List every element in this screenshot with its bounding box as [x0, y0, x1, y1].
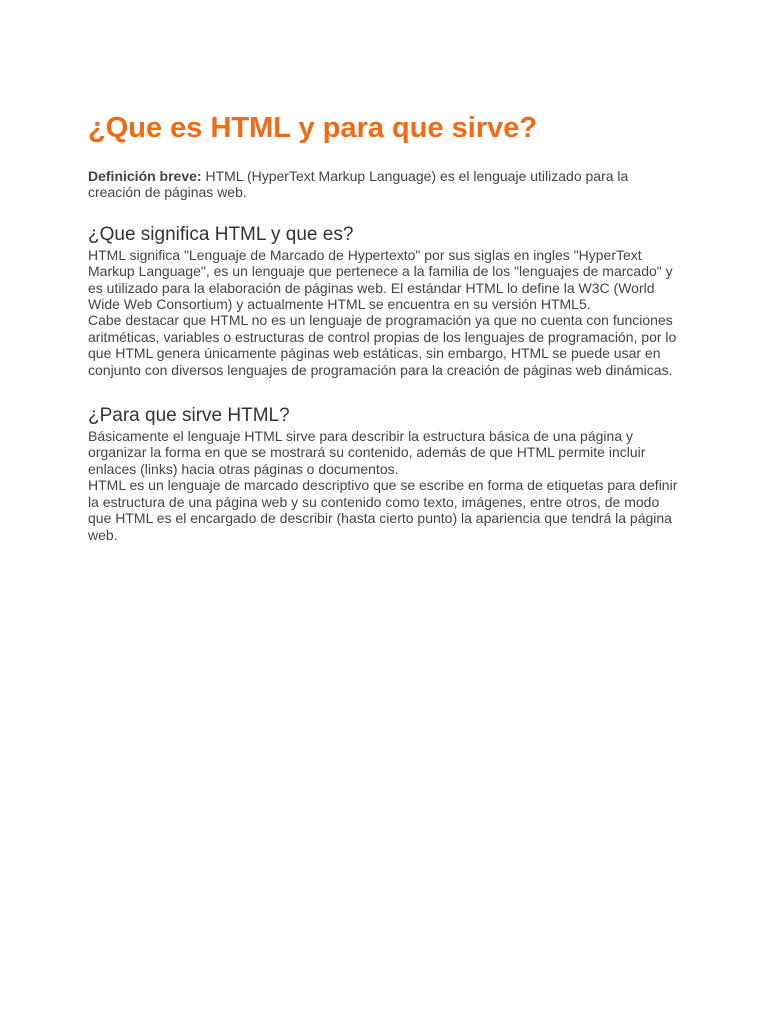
definition-label: Definición breve: — [88, 168, 202, 184]
section-heading-sirve: ¿Para que sirve HTML? — [88, 405, 290, 427]
paragraph-significa-2: Cabe destacar que HTML no es un lenguaje de programación ya que no cuenta con funciones aritméticas, variables o estructuras de control propias de los lenguajes de programación, por lo que HTML genera únicamente páginas web estáticas, sin embargo, HTML se puede usar en conjunto con diversos lenguajes de programación para la creación de páginas web dinámicas. — [88, 312, 677, 378]
definition-text: HTML (HyperText Markup Language) es el lenguaje utilizado para la creación de páginas web. — [88, 168, 629, 201]
definition-paragraph — [88, 168, 680, 201]
paragraph-sirve-1: Básicamente el lenguaje HTML sirve para describir la estructura básica de una página y organizar la forma en que se mostrará su contenido, además de que HTML permite incluir enlaces (links) hacia otras páginas o documentos. — [88, 428, 646, 477]
page-title: ¿Que es HTML y para que sirve? — [88, 112, 538, 144]
paragraph-sirve-2: HTML es un lenguaje de marcado descriptivo que se escribe en forma de etiquetas para definir la estructura de una página web y su contenido como texto, imágenes, entre otros, de modo que HTML es el encargado de describir (hasta cierto punto) la apariencia que tendrá la página web. — [88, 477, 678, 543]
paragraph-significa-1: HTML significa "Lenguaje de Marcado de Hypertexto" por sus siglas en ingles "HyperText Markup Language", es un lenguaje que pertenece a la familia de los "lenguajes de marcado" y es utilizado para la elaboración de páginas web. El estándar HTML lo define la W3C (World Wide Web Consortium) y actualmente HTML se encuentra en su versión HTML5. — [88, 246, 673, 313]
section-heading-significa: ¿Que significa HTML y que es? — [88, 223, 354, 245]
